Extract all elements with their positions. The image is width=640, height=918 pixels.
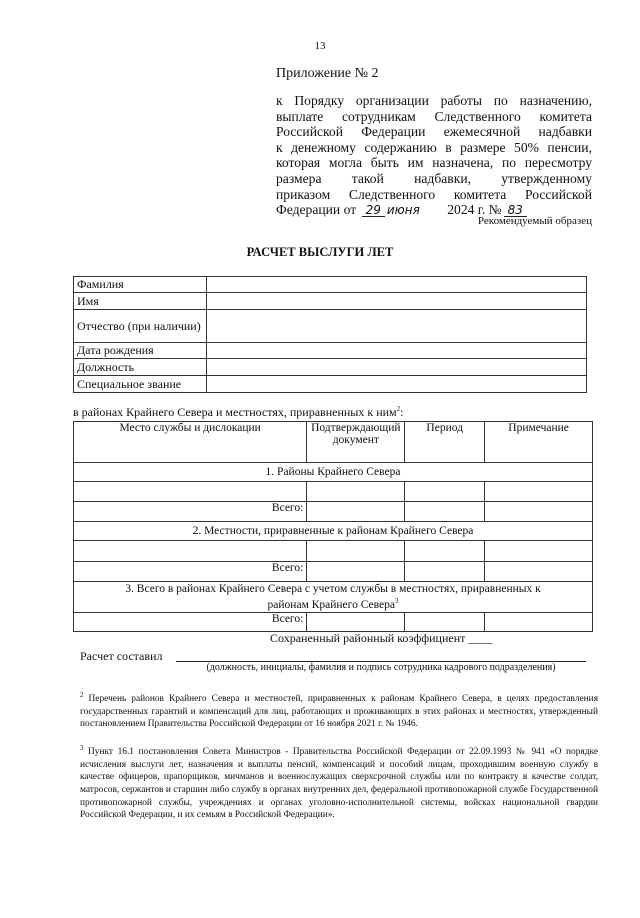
cell[interactable] [485,482,593,502]
cell[interactable] [485,541,593,562]
table-row [74,359,587,376]
section-title [74,582,593,613]
field-label: Дата рождения [74,343,207,359]
field-value[interactable] [207,293,587,310]
section-title: 2. Местности, приравненные к районам Крайнего Севера [74,522,593,541]
table-row [74,293,587,310]
regional-coefficient: Сохраненный районный коэффициент ____ [270,631,493,645]
footnote [80,742,598,822]
cell[interactable] [485,612,593,631]
handwritten-order-number: 83 [504,205,527,217]
service-table [73,421,593,632]
appendix-year: 2024 г. № [447,202,502,218]
cell[interactable] [307,612,405,631]
table-row [74,502,593,522]
footnote [80,689,598,731]
section-row [74,582,593,613]
field-label: Фамилия [74,277,207,293]
page-title: РАСЧЕТ ВЫСЛУГИ ЛЕТ [246,245,394,259]
appendix-text [276,93,592,218]
table-row [74,376,587,393]
table-header-row [74,422,593,463]
page-number: 13 [314,40,326,52]
cell[interactable] [307,482,405,502]
cell[interactable] [405,541,485,562]
handwritten-day: 29 [362,205,385,217]
field-label: Имя [74,293,207,310]
regions-title-colon: : [400,405,404,419]
column-header: Примечание [485,422,593,463]
appendix-line: которая могла быть им назначена, по пересмотру [276,155,592,171]
column-header: Место службы и дислокации [74,422,307,463]
appendix-line: выплате сотрудникам Следственного комитета [276,108,592,124]
field-value[interactable] [207,343,587,359]
field-value[interactable] [207,359,587,376]
handwritten-month: июня [386,203,420,218]
cell[interactable] [74,482,307,502]
appendix-line: Российской Федерации ежемесячной надбавки [276,124,592,140]
field-label: Отчество (при наличии) [74,310,207,343]
table-row [74,562,593,582]
recommended-sample-note: Рекомендуемый образец [477,215,592,227]
total-label: Всего: [74,562,307,582]
cell[interactable] [405,612,485,631]
field-label: Должность [74,359,207,376]
total-label: Всего: [74,612,307,631]
table-row [74,277,587,293]
cell[interactable] [405,562,485,582]
field-value[interactable] [207,310,587,343]
footnote-mark: 2 [80,691,84,699]
section-row [74,522,593,541]
cell[interactable] [307,562,405,582]
appendix-line: к Порядку организации работы по назначению, [276,93,592,108]
table-row [74,310,587,343]
field-label: Специальное звание [74,376,207,393]
column-header: Период [405,422,485,463]
section-title: 1. Районы Крайнего Севера [74,463,593,482]
table-row [74,482,593,502]
cell[interactable] [485,562,593,582]
regions-title-text: в районах Крайнего Севера и местностях, приравненных к ним [73,405,397,419]
footnote-text: Пункт 16.1 постановления Совета Министров - Правительства Российской Федерации от 22.09.1993 № 941 «О порядке исчисления выслуги лет, назначения и выплаты пенсий, компенсаций и пособий лицам, проходившим военную службу в качестве офицеров, прапорщиков, мичманов и военнослужащих сверхсрочной службы или по контракту в качестве солдат, матросов, сержантов и старшин либо службу в органах внутренних дел, федеральной противопожарной службе Государственной противопожарной службы, учреждениях и органах уголовно-исполнительной системы, войсках национальной гвардии Российской Федерации, и их семьям в Российской Федерации». [80,747,598,821]
field-value[interactable] [207,376,587,393]
column-header: Подтверждающий документ [307,422,405,463]
table-row [74,541,593,562]
table-row [74,343,587,359]
signature-caption: (должность, инициалы, фамилия и подпись сотрудника кадрового подразделения) [206,662,556,673]
appendix-date-prefix: Федерации от [276,202,357,218]
cell[interactable] [307,541,405,562]
appendix-line: к денежному содержанию в размере 50% пенсии, [276,139,592,155]
section-row [74,463,593,482]
footnote-mark: 3 [80,744,84,752]
footnote-ref: 3 [394,597,399,605]
section-title-text: 3. Всего в районах Крайнего Севера с учетом службы в местностях, приравненных к районам Крайнего Севера [125,583,541,611]
cell[interactable] [485,502,593,522]
total-label: Всего: [74,502,307,522]
appendix-title: Приложение № 2 [276,66,379,81]
footnote-text: Перечень районов Крайнего Севера и местностей, приравненных к районам Крайнего Севера, в целях предоставления государственных гарантий и компенсаций для лиц, работающих и проживающих в этих районах и местностях, утвержденный постановлением Правительства Российской Федерации от 16 ноября 2021 г. № 1946. [80,694,599,730]
table-row [74,612,593,631]
appendix-line: размера такой надбавки, утвержденному [276,170,592,186]
regions-title [73,405,403,420]
cell[interactable] [74,541,307,562]
footnote-ref: 2 [396,405,401,413]
cell[interactable] [405,502,485,522]
signature-label: Расчет составил [80,649,163,663]
field-value[interactable] [207,277,587,293]
personal-data-table [73,276,587,393]
appendix-line: приказом Следственного комитета Российской [276,186,592,202]
cell[interactable] [307,502,405,522]
cell[interactable] [405,482,485,502]
